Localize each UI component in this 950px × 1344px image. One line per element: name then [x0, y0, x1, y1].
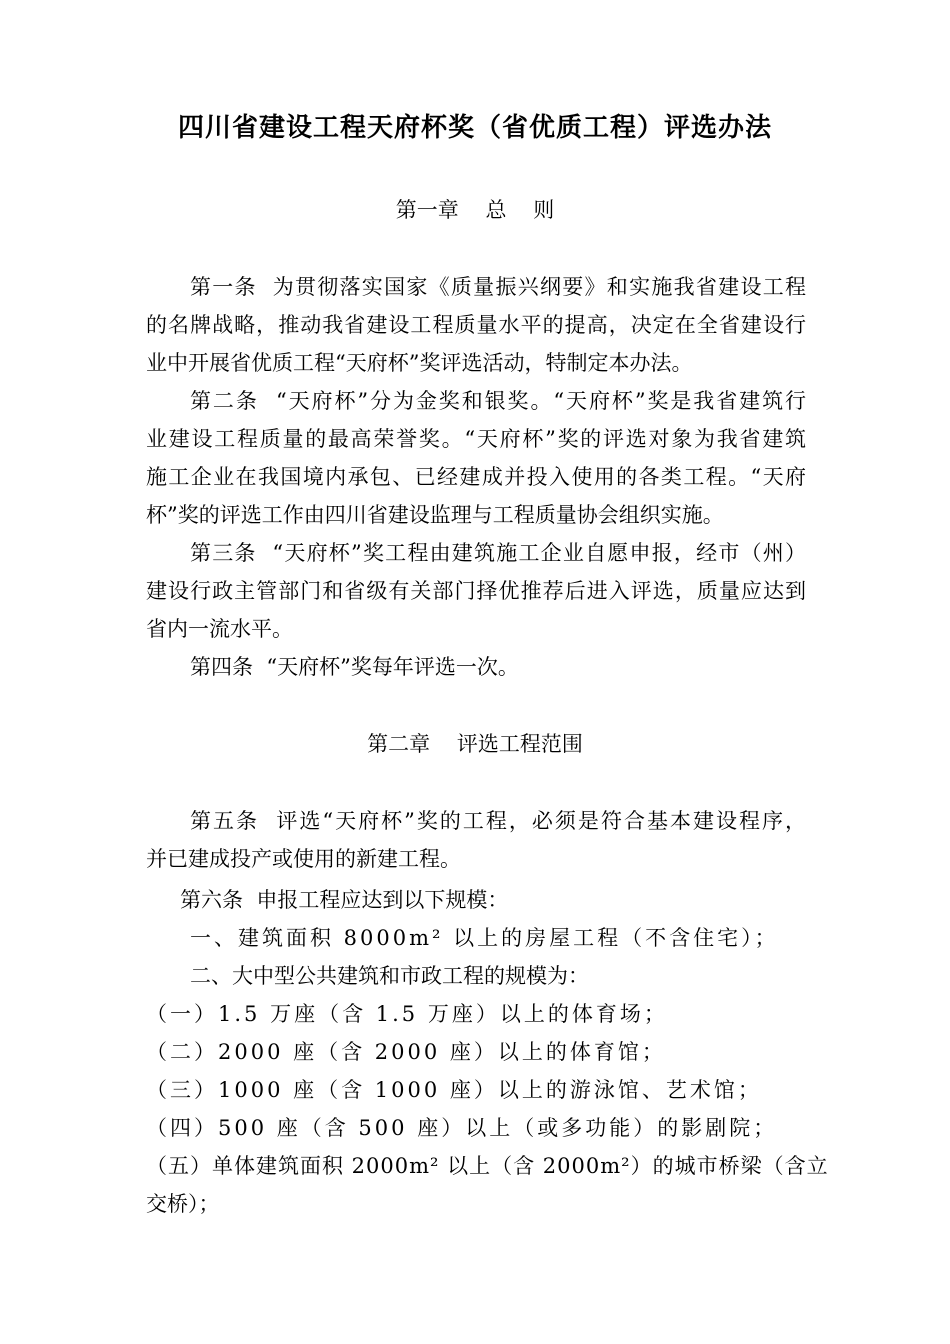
article-3-line-1: 第三条 “天府杯”奖工程由建筑施工企业自愿申报，经市（州） — [190, 541, 806, 565]
article-2-line-4: 杯”奖的评选工作由四川省建设监理与工程质量协会组织实施。 — [146, 503, 724, 527]
scale-subitem-5-line-2: 交桥）； — [146, 1192, 220, 1216]
article-1-line-3: 业中开展省优质工程“天府杯”奖评选活动，特制定本办法。 — [146, 351, 693, 375]
scale-subitem-4: （四）500 座（含 500 座）以上（或多功能）的影剧院； — [146, 1116, 778, 1140]
article-5-line-1: 第五条 评选“天府杯”奖的工程，必须是符合基本建设程序， — [190, 809, 806, 833]
scale-subitem-1: （一）1.5 万座（含 1.5 万座）以上的体育场； — [146, 1002, 668, 1026]
scale-subitem-2: （二）2000 座（含 2000 座）以上的体育馆； — [146, 1040, 666, 1064]
document-title: 四川省建设工程天府杯奖（省优质工程）评选办法 — [177, 113, 772, 143]
scale-subitem-3: （三）1000 座（含 1000 座）以上的游泳馆、艺术馆； — [146, 1078, 762, 1102]
article-6-line-1: 第六条 申报工程应达到以下规模： — [180, 888, 509, 912]
article-1-line-1: 第一条 为贯彻落实国家《质量振兴纲要》和实施我省建设工程 — [190, 275, 806, 299]
article-2-line-1: 第二条 “天府杯”分为金奖和银奖。“天府杯”奖是我省建筑行 — [190, 389, 806, 413]
scale-subitem-5-line-1: （五）单体建筑面积 2000m² 以上（含 2000m²）的城市桥梁（含立 — [146, 1154, 829, 1178]
article-3-line-3: 省内一流水平。 — [146, 617, 293, 641]
article-4-line-1: 第四条 “天府杯”奖每年评选一次。 — [190, 655, 519, 679]
chapter-heading-scope: 第二章 评选工程范围 — [367, 732, 583, 756]
article-2-line-3: 施工企业在我国境内承包、已经建成并投入使用的各类工程。“天府 — [146, 465, 806, 489]
article-1-line-2: 的名牌战略，推动我省建设工程质量水平的提高，决定在全省建设行 — [146, 313, 806, 337]
chapter-heading-general: 第一章 总 则 — [395, 198, 555, 222]
article-2-line-2: 业建设工程质量的最高荣誉奖。“天府杯”奖的评选对象为我省建筑 — [146, 427, 806, 451]
scale-item-2: 二、大中型公共建筑和市政工程的规模为： — [190, 964, 589, 988]
article-5-line-2: 并已建成投产或使用的新建工程。 — [146, 847, 461, 871]
scale-item-1: 一、建筑面积 8000m² 以上的房屋工程（不含住宅）； — [190, 926, 779, 950]
article-3-line-2: 建设行政主管部门和省级有关部门择优推荐后进入评选，质量应达到 — [146, 579, 806, 603]
